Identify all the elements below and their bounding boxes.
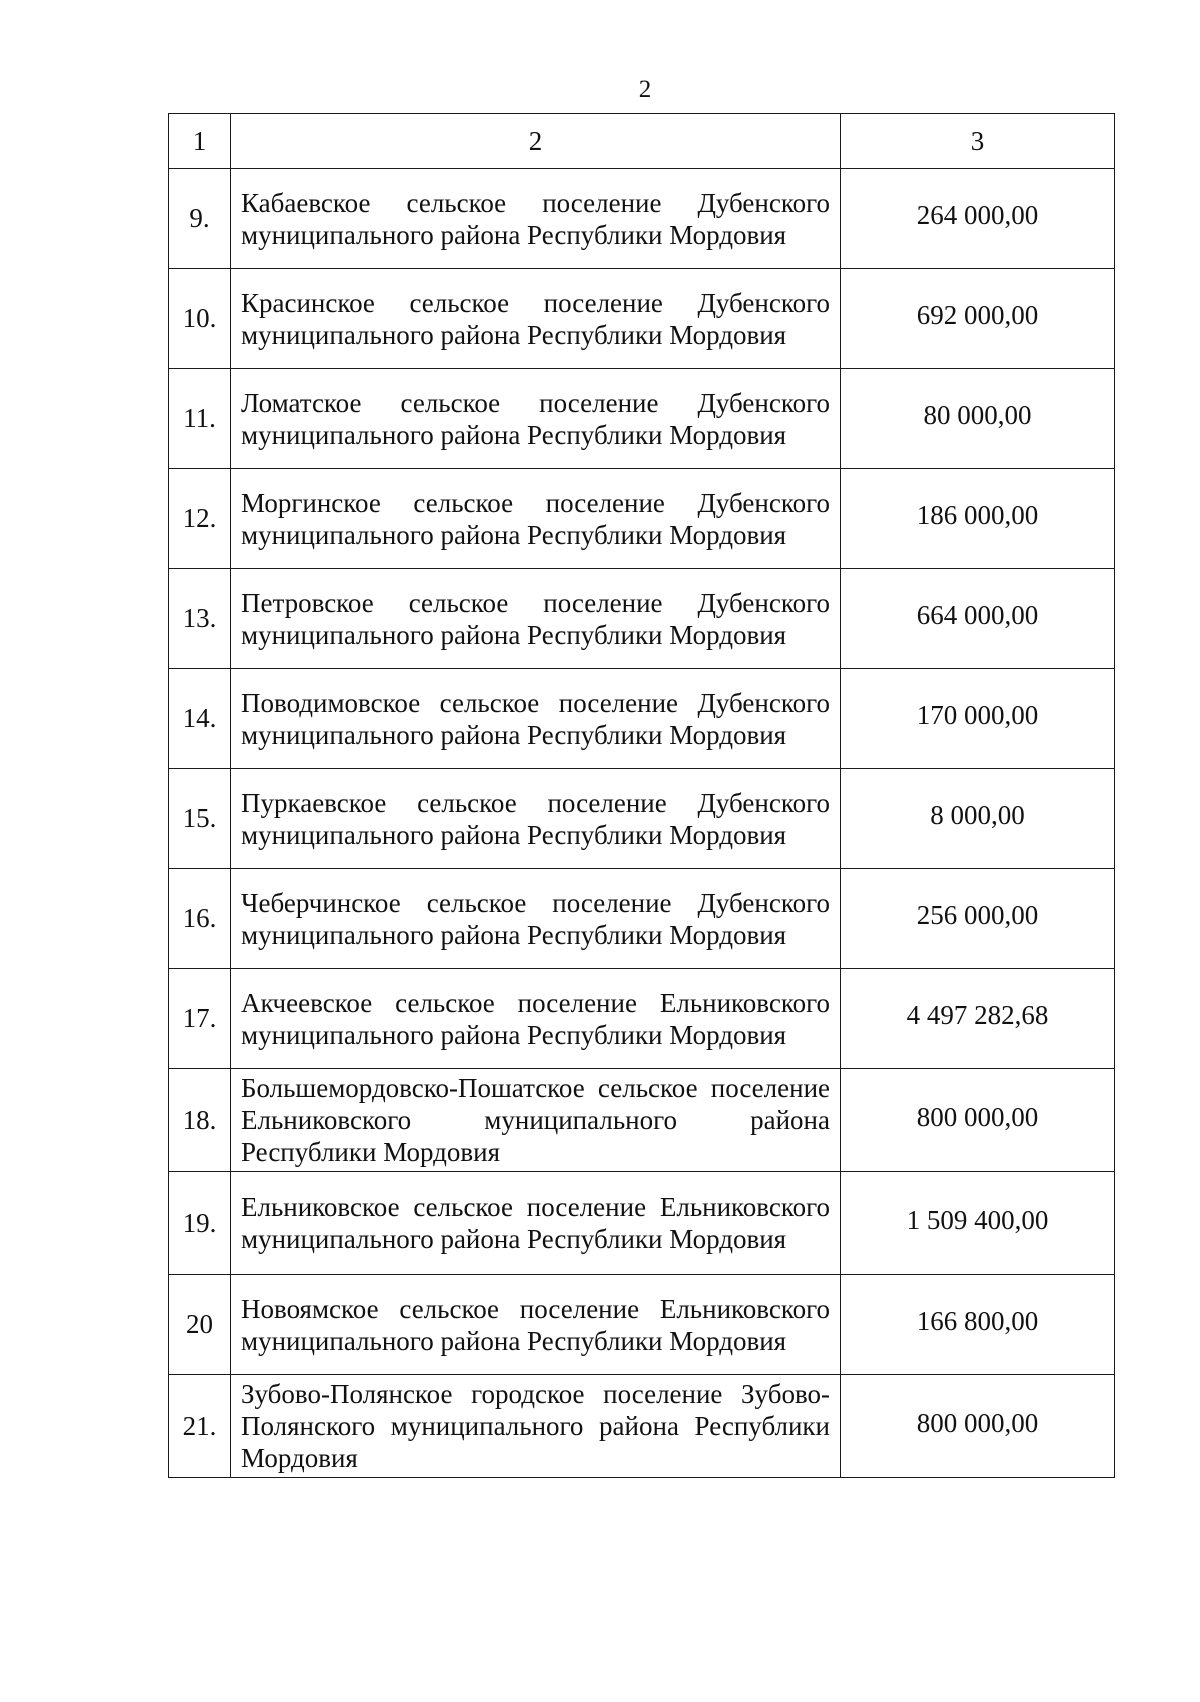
- settlement-name: Моргинское сельское поселение Дубенского муниципального района Республики Мордовия: [231, 469, 841, 569]
- table-row: [169, 269, 1115, 369]
- table-row: [169, 769, 1115, 869]
- settlement-name: Ломатское сельское поселение Дубенского муниципального района Республики Мордовия: [231, 369, 841, 469]
- table-row: [169, 869, 1115, 969]
- table-row: [169, 469, 1115, 569]
- row-number: 21.: [169, 1375, 231, 1478]
- page-number: 2: [638, 76, 652, 103]
- table-row: [169, 569, 1115, 669]
- table-row: [169, 969, 1115, 1069]
- settlement-name: Акчеевское сельское поселение Ельниковского муниципального района Республики Мордовия: [231, 969, 841, 1069]
- row-number: 20: [169, 1275, 231, 1375]
- table-header-row: [169, 114, 1115, 169]
- table-row: [169, 669, 1115, 769]
- amount-value: 186 000,00: [841, 469, 1115, 569]
- amount-value: 664 000,00: [841, 569, 1115, 669]
- amount-value: 1 509 400,00: [841, 1172, 1115, 1275]
- amount-value: 800 000,00: [841, 1375, 1115, 1478]
- header-cell-name: 2: [231, 114, 841, 169]
- row-number: 19.: [169, 1172, 231, 1275]
- settlement-name: Чеберчинское сельское поселение Дубенского муниципального района Республики Мордовия: [231, 869, 841, 969]
- table-row: [169, 1172, 1115, 1275]
- amount-value: 170 000,00: [841, 669, 1115, 769]
- amount-value: 80 000,00: [841, 369, 1115, 469]
- amount-value: 264 000,00: [841, 169, 1115, 269]
- allocation-table: [168, 113, 1115, 1478]
- amount-value: 692 000,00: [841, 269, 1115, 369]
- settlement-name: Большемордовско-Пошатское сельское поселение Ельниковского муниципального района Республики Мордовия: [231, 1069, 841, 1172]
- amount-value: 166 800,00: [841, 1275, 1115, 1375]
- row-number: 13.: [169, 569, 231, 669]
- settlement-name: Красинское сельское поселение Дубенского муниципального района Республики Мордовия: [231, 269, 841, 369]
- row-number: 18.: [169, 1069, 231, 1172]
- row-number: 16.: [169, 869, 231, 969]
- row-number: 10.: [169, 269, 231, 369]
- settlement-name: Зубово-Полянское городское поселение Зубово-Полянского муниципального района Республики Мордовия: [231, 1375, 841, 1478]
- amount-value: 256 000,00: [841, 869, 1115, 969]
- settlement-name: Пуркаевское сельское поселение Дубенского муниципального района Республики Мордовия: [231, 769, 841, 869]
- table-row: [169, 369, 1115, 469]
- settlement-name: Поводимовское сельское поселение Дубенского муниципального района Республики Мордовия: [231, 669, 841, 769]
- table-row: [169, 1375, 1115, 1478]
- table-row: [169, 1069, 1115, 1172]
- amount-value: 4 497 282,68: [841, 969, 1115, 1069]
- row-number: 11.: [169, 369, 231, 469]
- table-row: [169, 169, 1115, 269]
- row-number: 15.: [169, 769, 231, 869]
- header-cell-number: 1: [169, 114, 231, 169]
- row-number: 9.: [169, 169, 231, 269]
- row-number: 12.: [169, 469, 231, 569]
- row-number: 14.: [169, 669, 231, 769]
- row-number: 17.: [169, 969, 231, 1069]
- amount-value: 8 000,00: [841, 769, 1115, 869]
- settlement-name: Петровское сельское поселение Дубенского муниципального района Республики Мордовия: [231, 569, 841, 669]
- header-cell-amount: 3: [841, 114, 1115, 169]
- settlement-name: Кабаевское сельское поселение Дубенского муниципального района Республики Мордовия: [231, 169, 841, 269]
- settlement-name: Ельниковское сельское поселение Ельниковского муниципального района Республики Мордовия: [231, 1172, 841, 1275]
- settlement-name: Новоямское сельское поселение Ельниковского муниципального района Республики Мордовия: [231, 1275, 841, 1375]
- amount-value: 800 000,00: [841, 1069, 1115, 1172]
- table-row: [169, 1275, 1115, 1375]
